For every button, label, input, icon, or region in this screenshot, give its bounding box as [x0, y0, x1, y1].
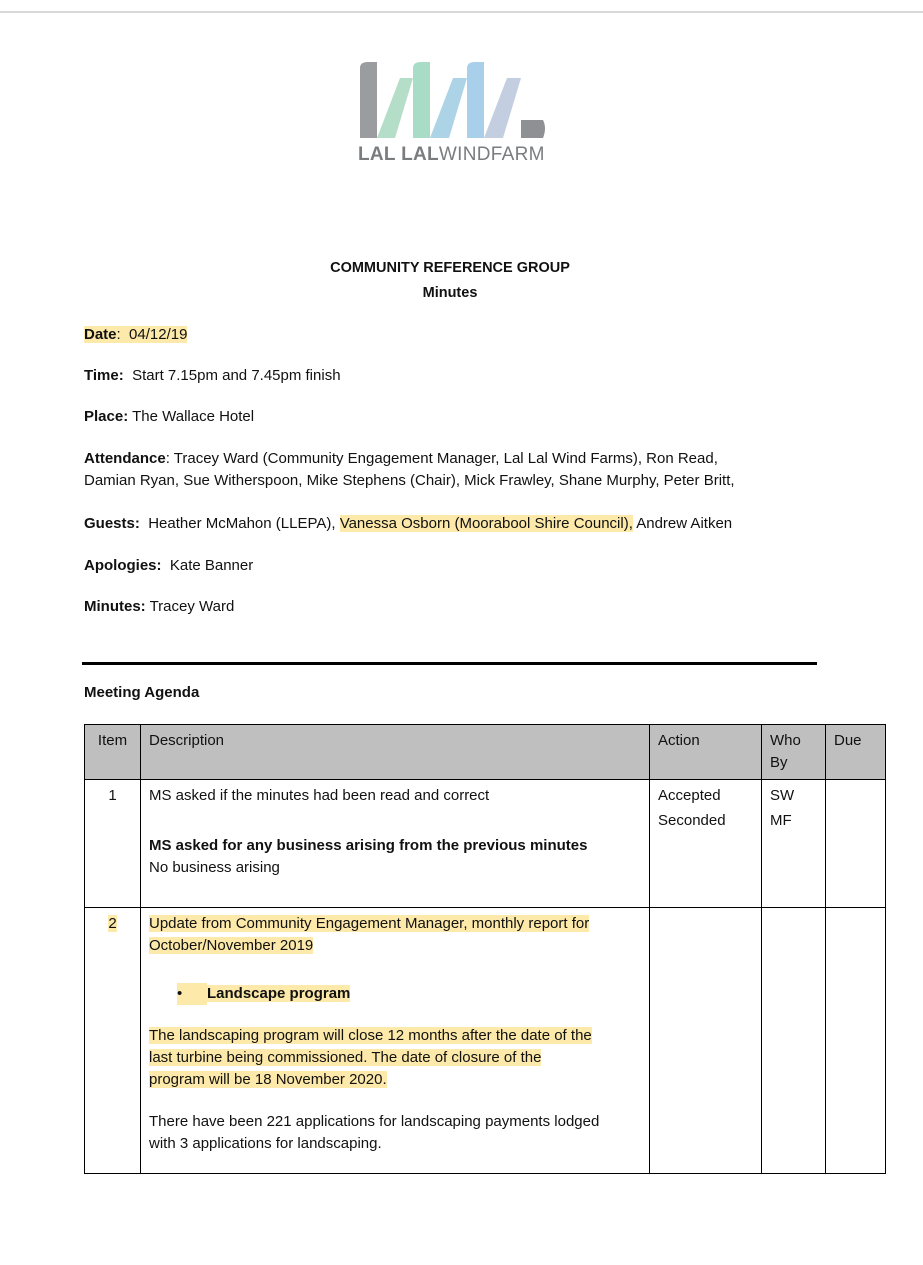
- document-subtitle: Minutes: [422, 285, 478, 301]
- apologies-field: Apologies: Kate Banner: [84, 557, 254, 574]
- logo-wordmark: LAL LALWINDFARM: [358, 144, 545, 165]
- row1-action: Accepted Seconded: [650, 780, 762, 908]
- row2-description: Update from Community Engagement Manager, monthly report for October/November 2019 • Landscape program The landscaping program will close 12 months after the date of the last turbine being commissioned. The date of closure of the program will be 18 November 2020. There have been 221 applications for landscaping payments lodged with 3 applications for landscaping.: [141, 908, 650, 1174]
- table-row: [85, 780, 886, 908]
- minutes-field: Minutes: Tracey Ward: [84, 598, 235, 615]
- row1-description: MS asked if the minutes had been read and correct MS asked for any business arising from the previous minutes No business arising: [141, 780, 650, 908]
- agenda-heading: Meeting Agenda: [84, 684, 200, 701]
- header-item: Item: [85, 725, 141, 780]
- row1-due: [826, 780, 886, 908]
- guests-field: Guests: Heather McMahon (LLEPA), Vanessa Osborn (Moorabool Shire Council), Andrew Aitken: [84, 515, 733, 532]
- header-who-by: Who By: [762, 725, 826, 780]
- date-field: Date: 04/12/19: [84, 326, 188, 343]
- row2-action: [650, 908, 762, 1174]
- place-field: Place: The Wallace Hotel: [84, 408, 255, 425]
- attendance-field: Attendance: Tracey Ward (Community Engagement Manager, Lal Lal Wind Farms), Ron Read, Damian Ryan, Sue Witherspoon, Mike Stephens (Chair), Mick Frawley, Shane Murphy, Peter Britt,: [84, 450, 735, 489]
- top-border: [0, 11, 923, 13]
- row1-who: SW MF: [762, 780, 826, 908]
- section-divider: [82, 662, 817, 665]
- table-header-row: [85, 725, 886, 780]
- landscape-bullet: • Landscape program: [149, 983, 641, 1005]
- row2-due: [826, 908, 886, 1174]
- document-title: COMMUNITY REFERENCE GROUP: [330, 260, 570, 276]
- header-due: Due: [826, 725, 886, 780]
- header-action: Action: [650, 725, 762, 780]
- row2-item: 2: [85, 908, 141, 1174]
- table-row: [85, 908, 886, 1174]
- row2-who: [762, 908, 826, 1174]
- header-description: Description: [141, 725, 650, 780]
- agenda-table: [84, 724, 886, 1174]
- row1-item: 1: [85, 780, 141, 908]
- time-field: Time: Start 7.15pm and 7.45pm finish: [84, 367, 341, 384]
